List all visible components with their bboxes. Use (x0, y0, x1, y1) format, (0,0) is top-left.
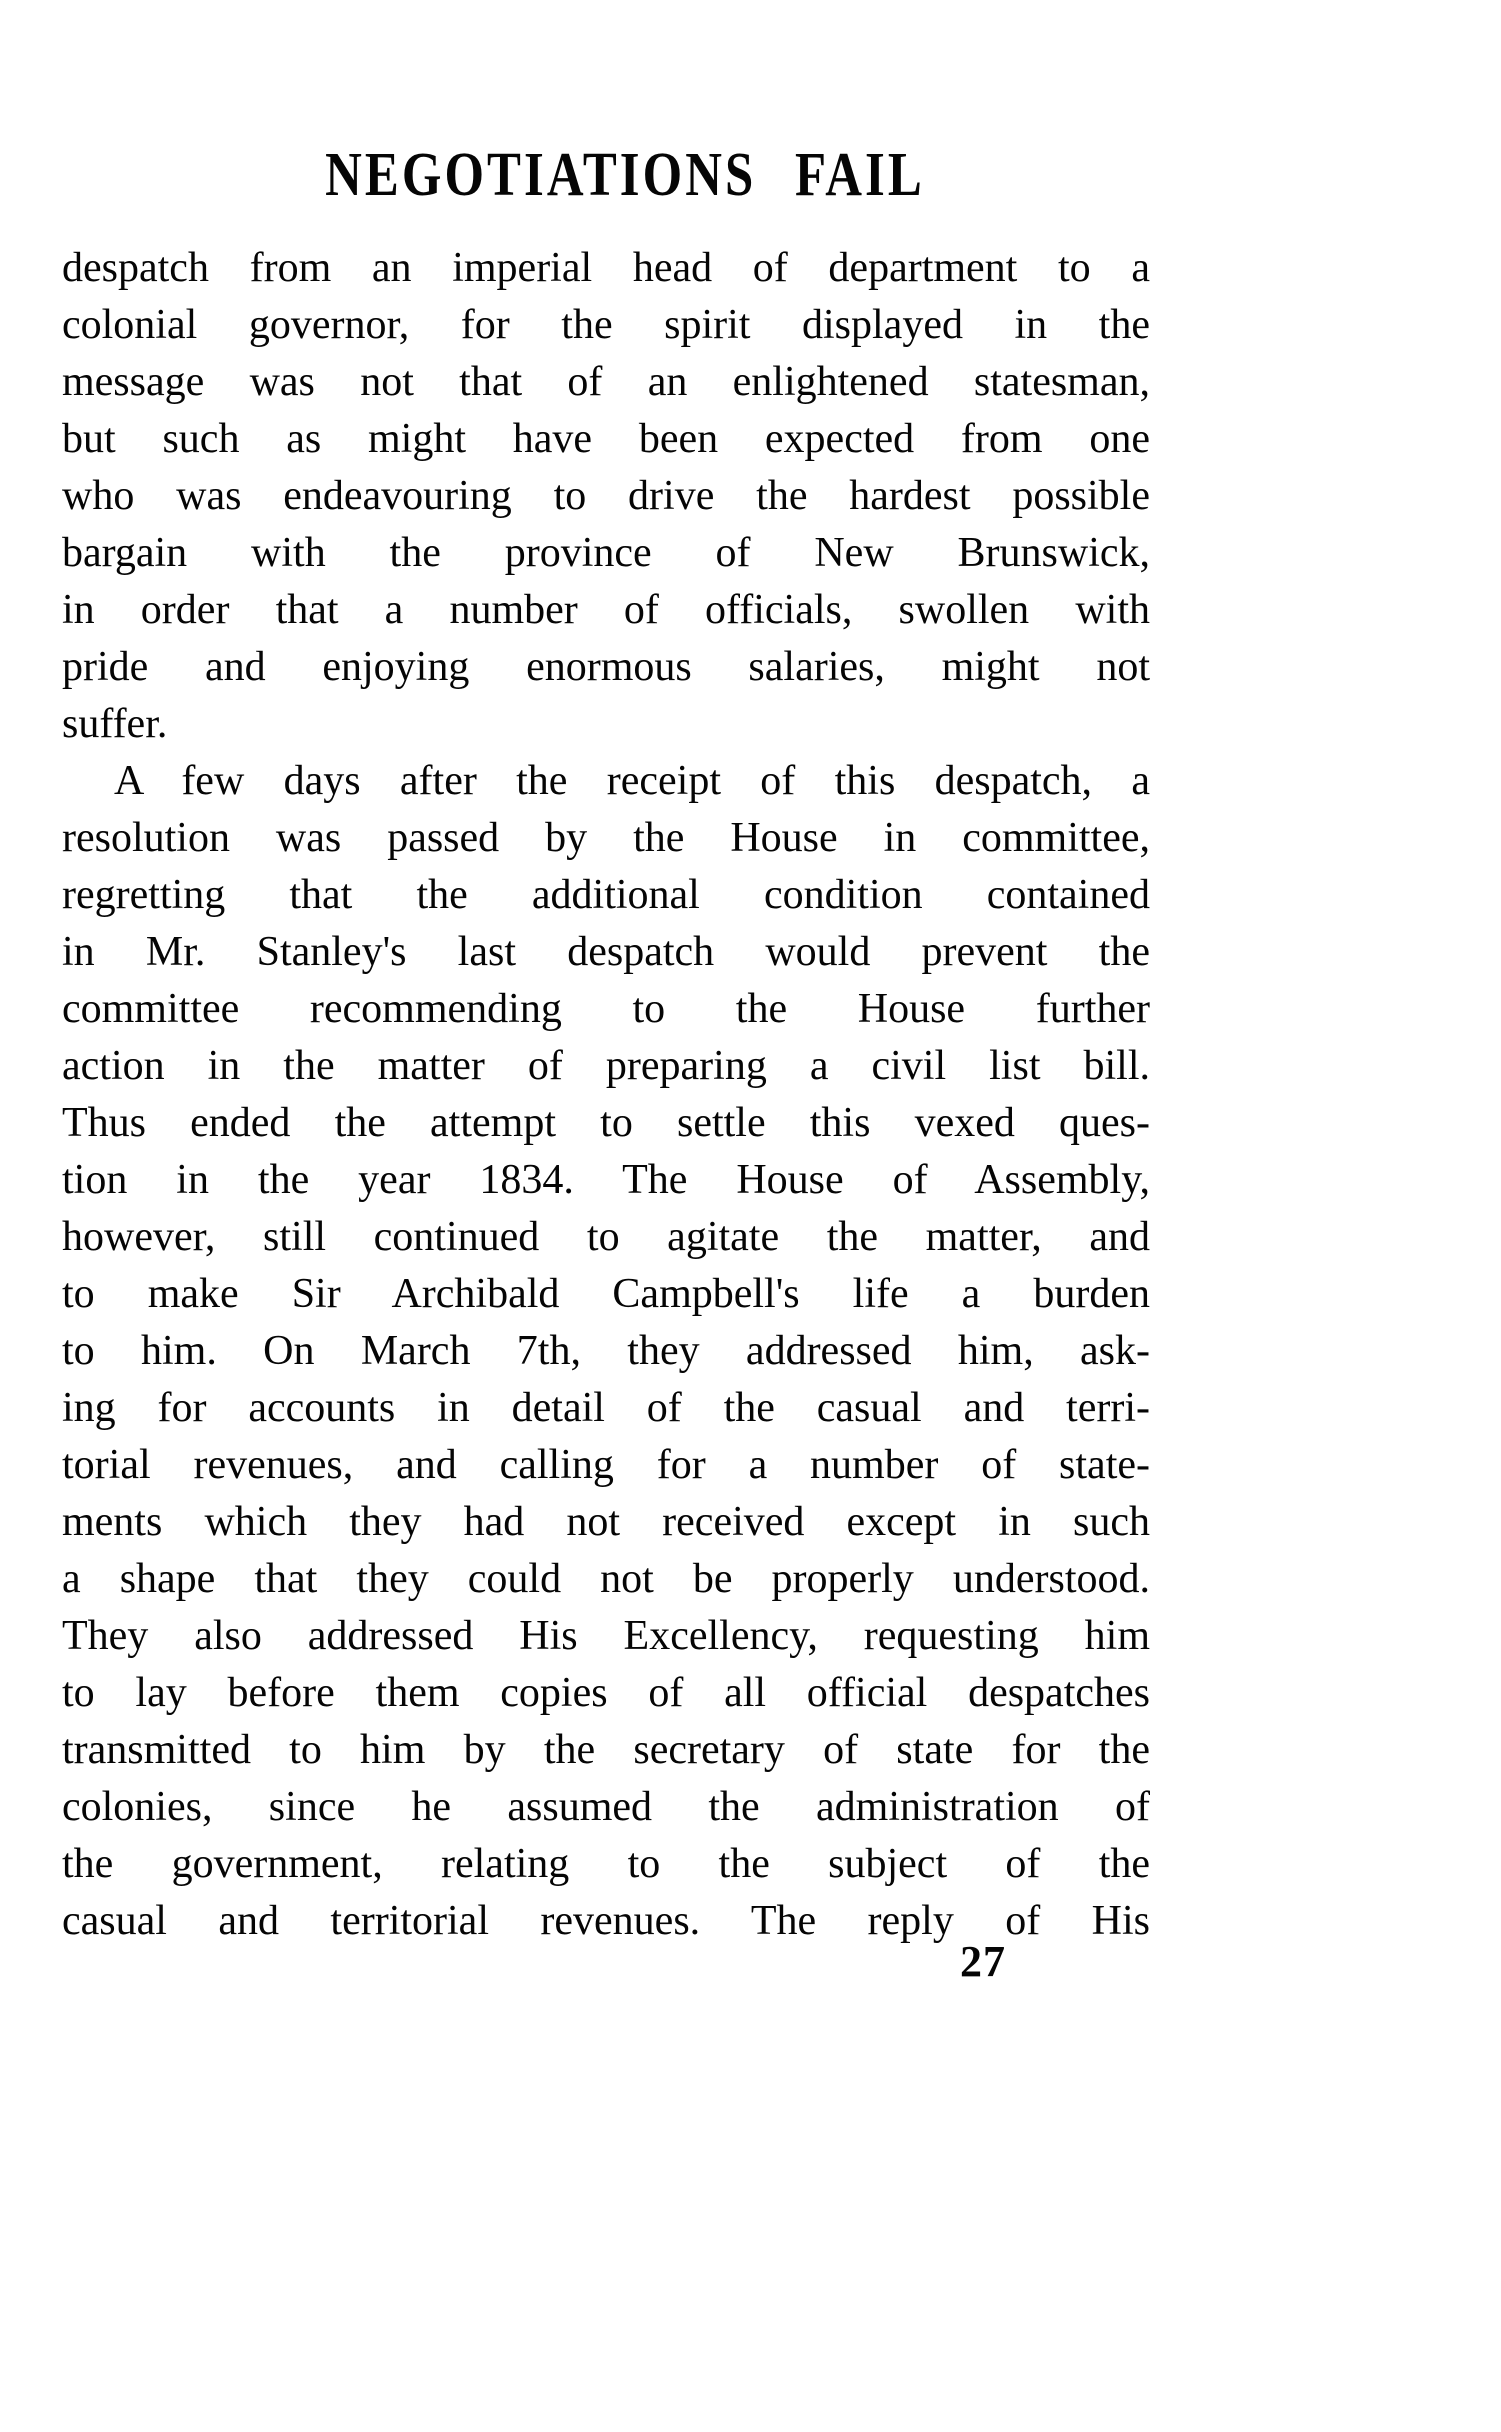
text-line: a shape that they could not be properly understood. (62, 1556, 1150, 1602)
text-line: however, still continued to agitate the matter, and (62, 1214, 1150, 1260)
page-title: NEGOTIATIONS FAIL (325, 141, 925, 209)
text-line: ments which they had not received except in such (62, 1499, 1150, 1545)
text-line: message was not that of an enlightened statesman, (62, 359, 1150, 405)
text-line: to make Sir Archibald Campbell's life a burden (62, 1271, 1150, 1317)
text-line: despatch from an imperial head of department to a (62, 245, 1150, 291)
text-line: regretting that the additional condition contained (62, 872, 1150, 918)
body-text (62, 240, 1150, 1950)
text-line: A few days after the receipt of this despatch, a (114, 758, 1150, 804)
text-line: the government, relating to the subject of the (62, 1841, 1150, 1887)
text-line: They also addressed His Excellency, requesting him (62, 1613, 1150, 1659)
text-line: action in the matter of preparing a civil list bill. (62, 1043, 1150, 1089)
text-line: who was endeavouring to drive the hardest possible (62, 473, 1150, 519)
text-line: in order that a number of officials, swollen with (62, 587, 1150, 633)
text-line: transmitted to him by the secretary of state for the (62, 1727, 1150, 1773)
text-line: but such as might have been expected from one (62, 416, 1150, 462)
text-line: pride and enjoying enormous salaries, might not (62, 644, 1150, 690)
text-line: torial revenues, and calling for a number of state- (62, 1442, 1150, 1488)
text-line: to him. On March 7th, they addressed him, ask- (62, 1328, 1150, 1374)
text-line: committee recommending to the House further (62, 986, 1150, 1032)
page-number: 27 (960, 1937, 1006, 1986)
text-line: tion in the year 1834. The House of Assembly, (62, 1157, 1150, 1203)
text-line: resolution was passed by the House in committee, (62, 815, 1150, 861)
text-line: suffer. (62, 701, 168, 747)
paragraph (62, 240, 1150, 753)
text-line: ing for accounts in detail of the casual and terri- (62, 1385, 1150, 1431)
text-line: to lay before them copies of all official despatches (62, 1670, 1150, 1716)
text-line: colonial governor, for the spirit displayed in the (62, 302, 1150, 348)
text-line: in Mr. Stanley's last despatch would prevent the (62, 929, 1150, 975)
text-line: Thus ended the attempt to settle this vexed ques- (62, 1100, 1150, 1146)
text-line: casual and territorial revenues. The reply of His (62, 1898, 1150, 1944)
paragraph (62, 753, 1150, 1950)
text-line: colonies, since he assumed the administration of (62, 1784, 1150, 1830)
text-line: bargain with the province of New Brunswick, (62, 530, 1150, 576)
